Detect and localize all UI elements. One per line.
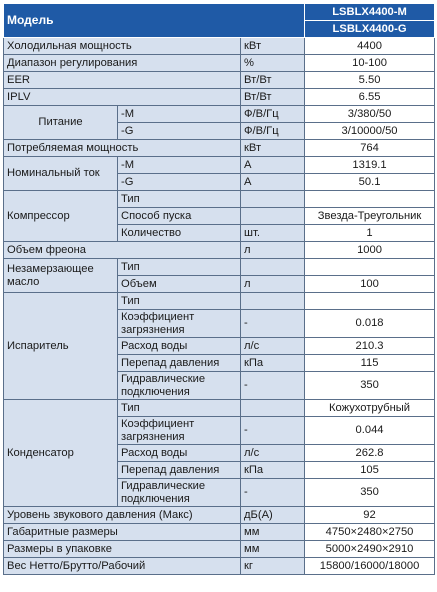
table-row <box>4 400 435 417</box>
row-sub: Количество <box>118 225 241 242</box>
row-value: 15800/16000/18000 <box>305 558 435 575</box>
row-sub: Тип <box>118 400 241 417</box>
row-sub: Расход воды <box>118 445 241 462</box>
row-sub: Перепад давления <box>118 355 241 372</box>
row-unit: л/с <box>241 338 305 355</box>
row-unit: A <box>241 174 305 191</box>
row-unit: кПа <box>241 355 305 372</box>
row-sub: Гидравлические подключения <box>118 479 241 507</box>
row-sub: Перепад давления <box>118 462 241 479</box>
row-unit: A <box>241 157 305 174</box>
row-value: 105 <box>305 462 435 479</box>
row-sub: -M <box>118 157 241 174</box>
row-unit: - <box>241 479 305 507</box>
table-row <box>4 72 435 89</box>
row-value: 3/380/50 <box>305 106 435 123</box>
row-unit: кВт <box>241 140 305 157</box>
row-label: Вес Нетто/Брутто/Рабочий <box>4 558 241 575</box>
row-label: Питание <box>4 106 118 140</box>
row-unit: Вт/Вт <box>241 72 305 89</box>
row-unit <box>241 191 305 208</box>
row-sub: Коэффициент загрязнения <box>118 417 241 445</box>
row-label: Незамерзающее масло <box>4 259 118 293</box>
table-row <box>4 157 435 174</box>
row-label: Компрессор <box>4 191 118 242</box>
row-unit <box>241 293 305 310</box>
row-label: Диапазон регулирования <box>4 55 241 72</box>
table-row <box>4 89 435 106</box>
row-value: Кожухотрубный <box>305 400 435 417</box>
row-value: 50.1 <box>305 174 435 191</box>
model-name-m: LSBLX4400-M <box>305 4 435 21</box>
table-row <box>4 38 435 55</box>
row-value: 764 <box>305 140 435 157</box>
row-value <box>305 293 435 310</box>
row-sub: Способ пуска <box>118 208 241 225</box>
table-row <box>4 191 435 208</box>
row-sub: Тип <box>118 191 241 208</box>
row-unit <box>241 208 305 225</box>
table-row <box>4 106 435 123</box>
row-unit: кВт <box>241 38 305 55</box>
row-sub: Объем <box>118 276 241 293</box>
table-row <box>4 541 435 558</box>
row-value: 3/10000/50 <box>305 123 435 140</box>
row-unit: - <box>241 372 305 400</box>
row-sub: Расход воды <box>118 338 241 355</box>
row-unit: л <box>241 276 305 293</box>
row-sub: Коэффициент загрязнения <box>118 310 241 338</box>
row-value: 262.8 <box>305 445 435 462</box>
row-label: EER <box>4 72 241 89</box>
spec-table <box>3 3 435 575</box>
row-unit: кг <box>241 558 305 575</box>
row-label: Размеры в упаковке <box>4 541 241 558</box>
row-value: 0.018 <box>305 310 435 338</box>
model-label: Модель <box>4 4 305 38</box>
table-row <box>4 524 435 541</box>
row-value: 210.3 <box>305 338 435 355</box>
row-value: 4400 <box>305 38 435 55</box>
row-label: Габаритные размеры <box>4 524 241 541</box>
row-value: 6.55 <box>305 89 435 106</box>
header-row <box>4 4 435 21</box>
row-unit: л/с <box>241 445 305 462</box>
row-sub: Тип <box>118 259 241 276</box>
row-value <box>305 259 435 276</box>
table-row <box>4 140 435 157</box>
table-row <box>4 558 435 575</box>
table-row <box>4 242 435 259</box>
row-label: Конденсатор <box>4 400 118 507</box>
row-value: 5.50 <box>305 72 435 89</box>
row-value: 4750×2480×2750 <box>305 524 435 541</box>
row-value: 350 <box>305 479 435 507</box>
row-unit: мм <box>241 524 305 541</box>
row-unit: мм <box>241 541 305 558</box>
row-unit: - <box>241 310 305 338</box>
row-unit <box>241 400 305 417</box>
row-value: 100 <box>305 276 435 293</box>
row-value: 92 <box>305 507 435 524</box>
row-value: 350 <box>305 372 435 400</box>
row-label: Уровень звукового давления (Макс) <box>4 507 241 524</box>
model-name-g: LSBLX4400-G <box>305 21 435 38</box>
row-unit <box>241 259 305 276</box>
row-sub: Гидравлические подключения <box>118 372 241 400</box>
row-unit: кПа <box>241 462 305 479</box>
row-unit: л <box>241 242 305 259</box>
row-unit: шт. <box>241 225 305 242</box>
row-sub: -G <box>118 174 241 191</box>
row-value: 10-100 <box>305 55 435 72</box>
row-unit: Ф/В/Гц <box>241 123 305 140</box>
row-sub: -M <box>118 106 241 123</box>
table-row <box>4 293 435 310</box>
row-unit: Ф/В/Гц <box>241 106 305 123</box>
table-row <box>4 55 435 72</box>
row-label: Номинальный ток <box>4 157 118 191</box>
row-unit: % <box>241 55 305 72</box>
table-row <box>4 507 435 524</box>
row-sub: Тип <box>118 293 241 310</box>
row-label: Потребляемая мощность <box>4 140 241 157</box>
row-value: 1319.1 <box>305 157 435 174</box>
row-value <box>305 191 435 208</box>
row-label: Холодильная мощность <box>4 38 241 55</box>
row-label: Испаритель <box>4 293 118 400</box>
row-value: 5000×2490×2910 <box>305 541 435 558</box>
row-value: 0.044 <box>305 417 435 445</box>
row-sub: -G <box>118 123 241 140</box>
row-value: 1 <box>305 225 435 242</box>
row-unit: - <box>241 417 305 445</box>
row-label: IPLV <box>4 89 241 106</box>
row-value: 115 <box>305 355 435 372</box>
row-value: 1000 <box>305 242 435 259</box>
row-label: Объем фреона <box>4 242 241 259</box>
row-value: Звезда-Треугольник <box>305 208 435 225</box>
row-unit: Вт/Вт <box>241 89 305 106</box>
table-row <box>4 259 435 276</box>
row-unit: дБ(А) <box>241 507 305 524</box>
